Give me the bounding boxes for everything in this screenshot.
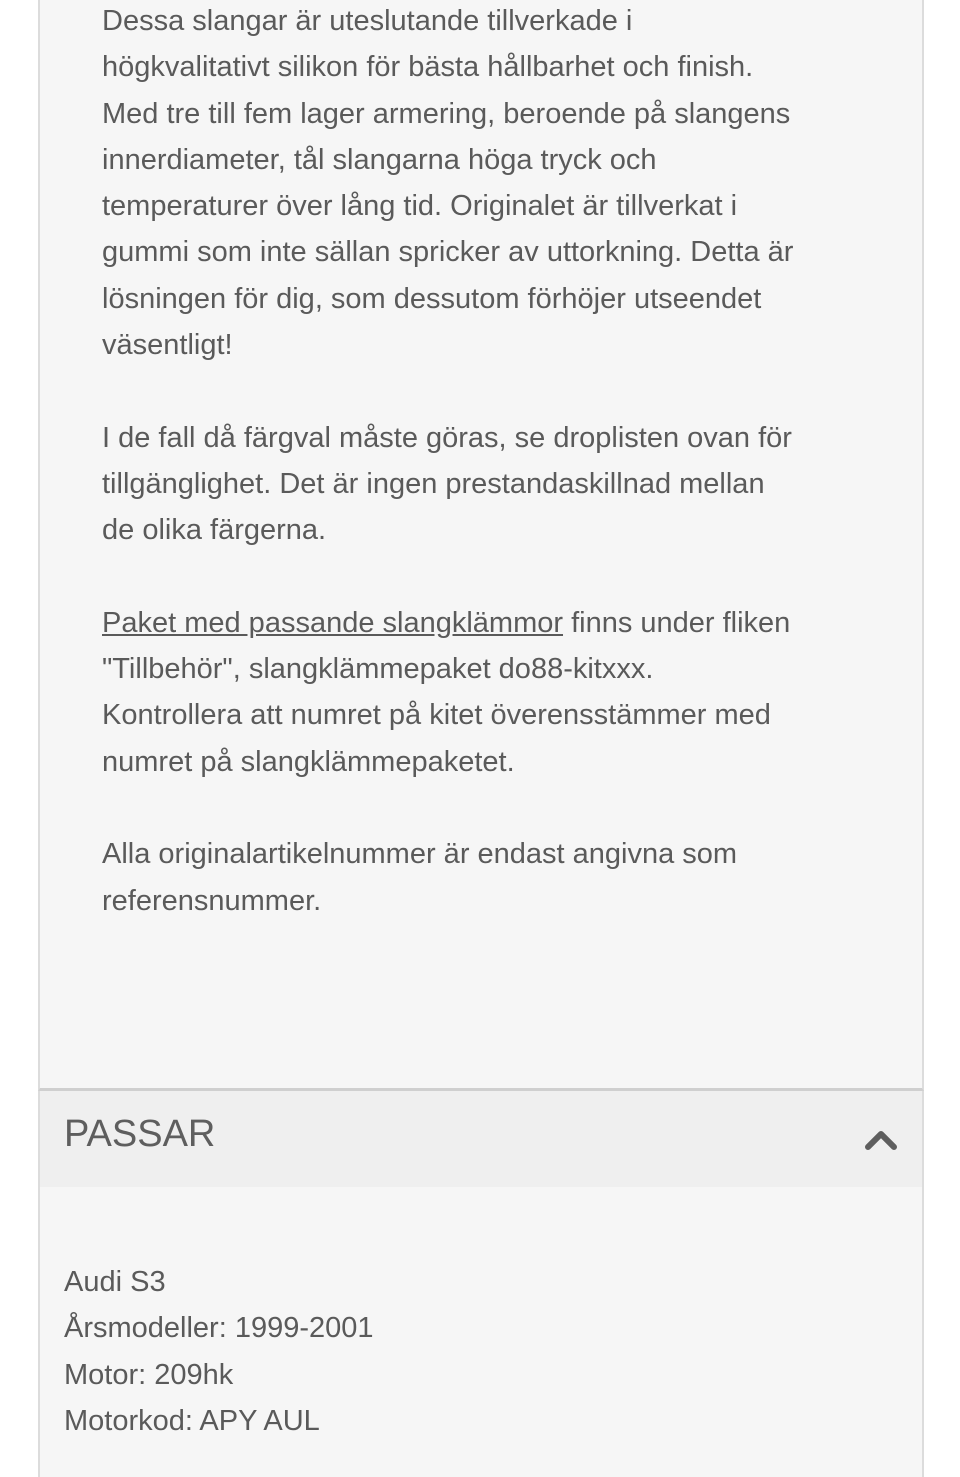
text-line: Alla originalartikelnummer är endast angivna som [102, 838, 738, 871]
description-paragraph [102, 0, 902, 368]
text-line: referensnummer. [102, 884, 322, 917]
description-paragraph [102, 831, 902, 924]
description-paragraph [102, 600, 902, 785]
engine-code: Motorkod: APY AUL [64, 1404, 320, 1437]
hose-clamp-kit-link[interactable]: Paket med passande slangklämmor [102, 606, 564, 639]
text-line: Med tre till fem lager armering, beroende på slangens [102, 97, 791, 130]
text-line: I de fall då färgval måste göras, se droplisten ovan för [102, 421, 792, 454]
description-paragraph [102, 415, 902, 554]
fitment-info [64, 1259, 374, 1444]
text-line: väsentligt! [102, 329, 233, 362]
vehicle-model: Audi S3 [64, 1266, 166, 1298]
text-line: de olika färgerna. [102, 514, 327, 547]
text-line: numret på slangklämmepaketet. [102, 745, 515, 778]
text-line: gummi som inte sällan spricker av uttorkning. Detta är [102, 236, 794, 269]
fits-section-title: PASSAR [64, 1113, 216, 1155]
product-description [102, 0, 902, 970]
text-line: tillgänglighet. Det är ingen prestandaskillnad mellan [102, 467, 765, 500]
text-line [102, 600, 902, 646]
chevron-up-icon[interactable] [864, 1123, 898, 1153]
fits-section-header[interactable] [38, 1091, 924, 1187]
text-line: temperaturer över lång tid. Originalet är tillverkat i [102, 190, 738, 223]
text-line: Kontrollera att numret på kitet överensstämmer med [102, 699, 771, 732]
text-line: innerdiameter, tål slangarna höga tryck och [102, 143, 657, 176]
text-line: högkvalitativt silikon för bästa hållbarhet och finish. [102, 51, 754, 84]
text-line: lösningen för dig, som dessutom förhöjer utseendet [102, 282, 762, 315]
text-fragment: finns under fliken [563, 606, 791, 639]
model-years: Årsmodeller: 1999-2001 [64, 1312, 374, 1345]
text-line: "Tillbehör", slangklämmepaket do88-kitxxx. [102, 653, 654, 686]
description-panel [38, 0, 924, 1091]
engine-power: Motor: 209hk [64, 1358, 234, 1391]
fits-section-body [38, 1187, 924, 1477]
text-line: Dessa slangar är uteslutande tillverkade i [102, 5, 633, 37]
